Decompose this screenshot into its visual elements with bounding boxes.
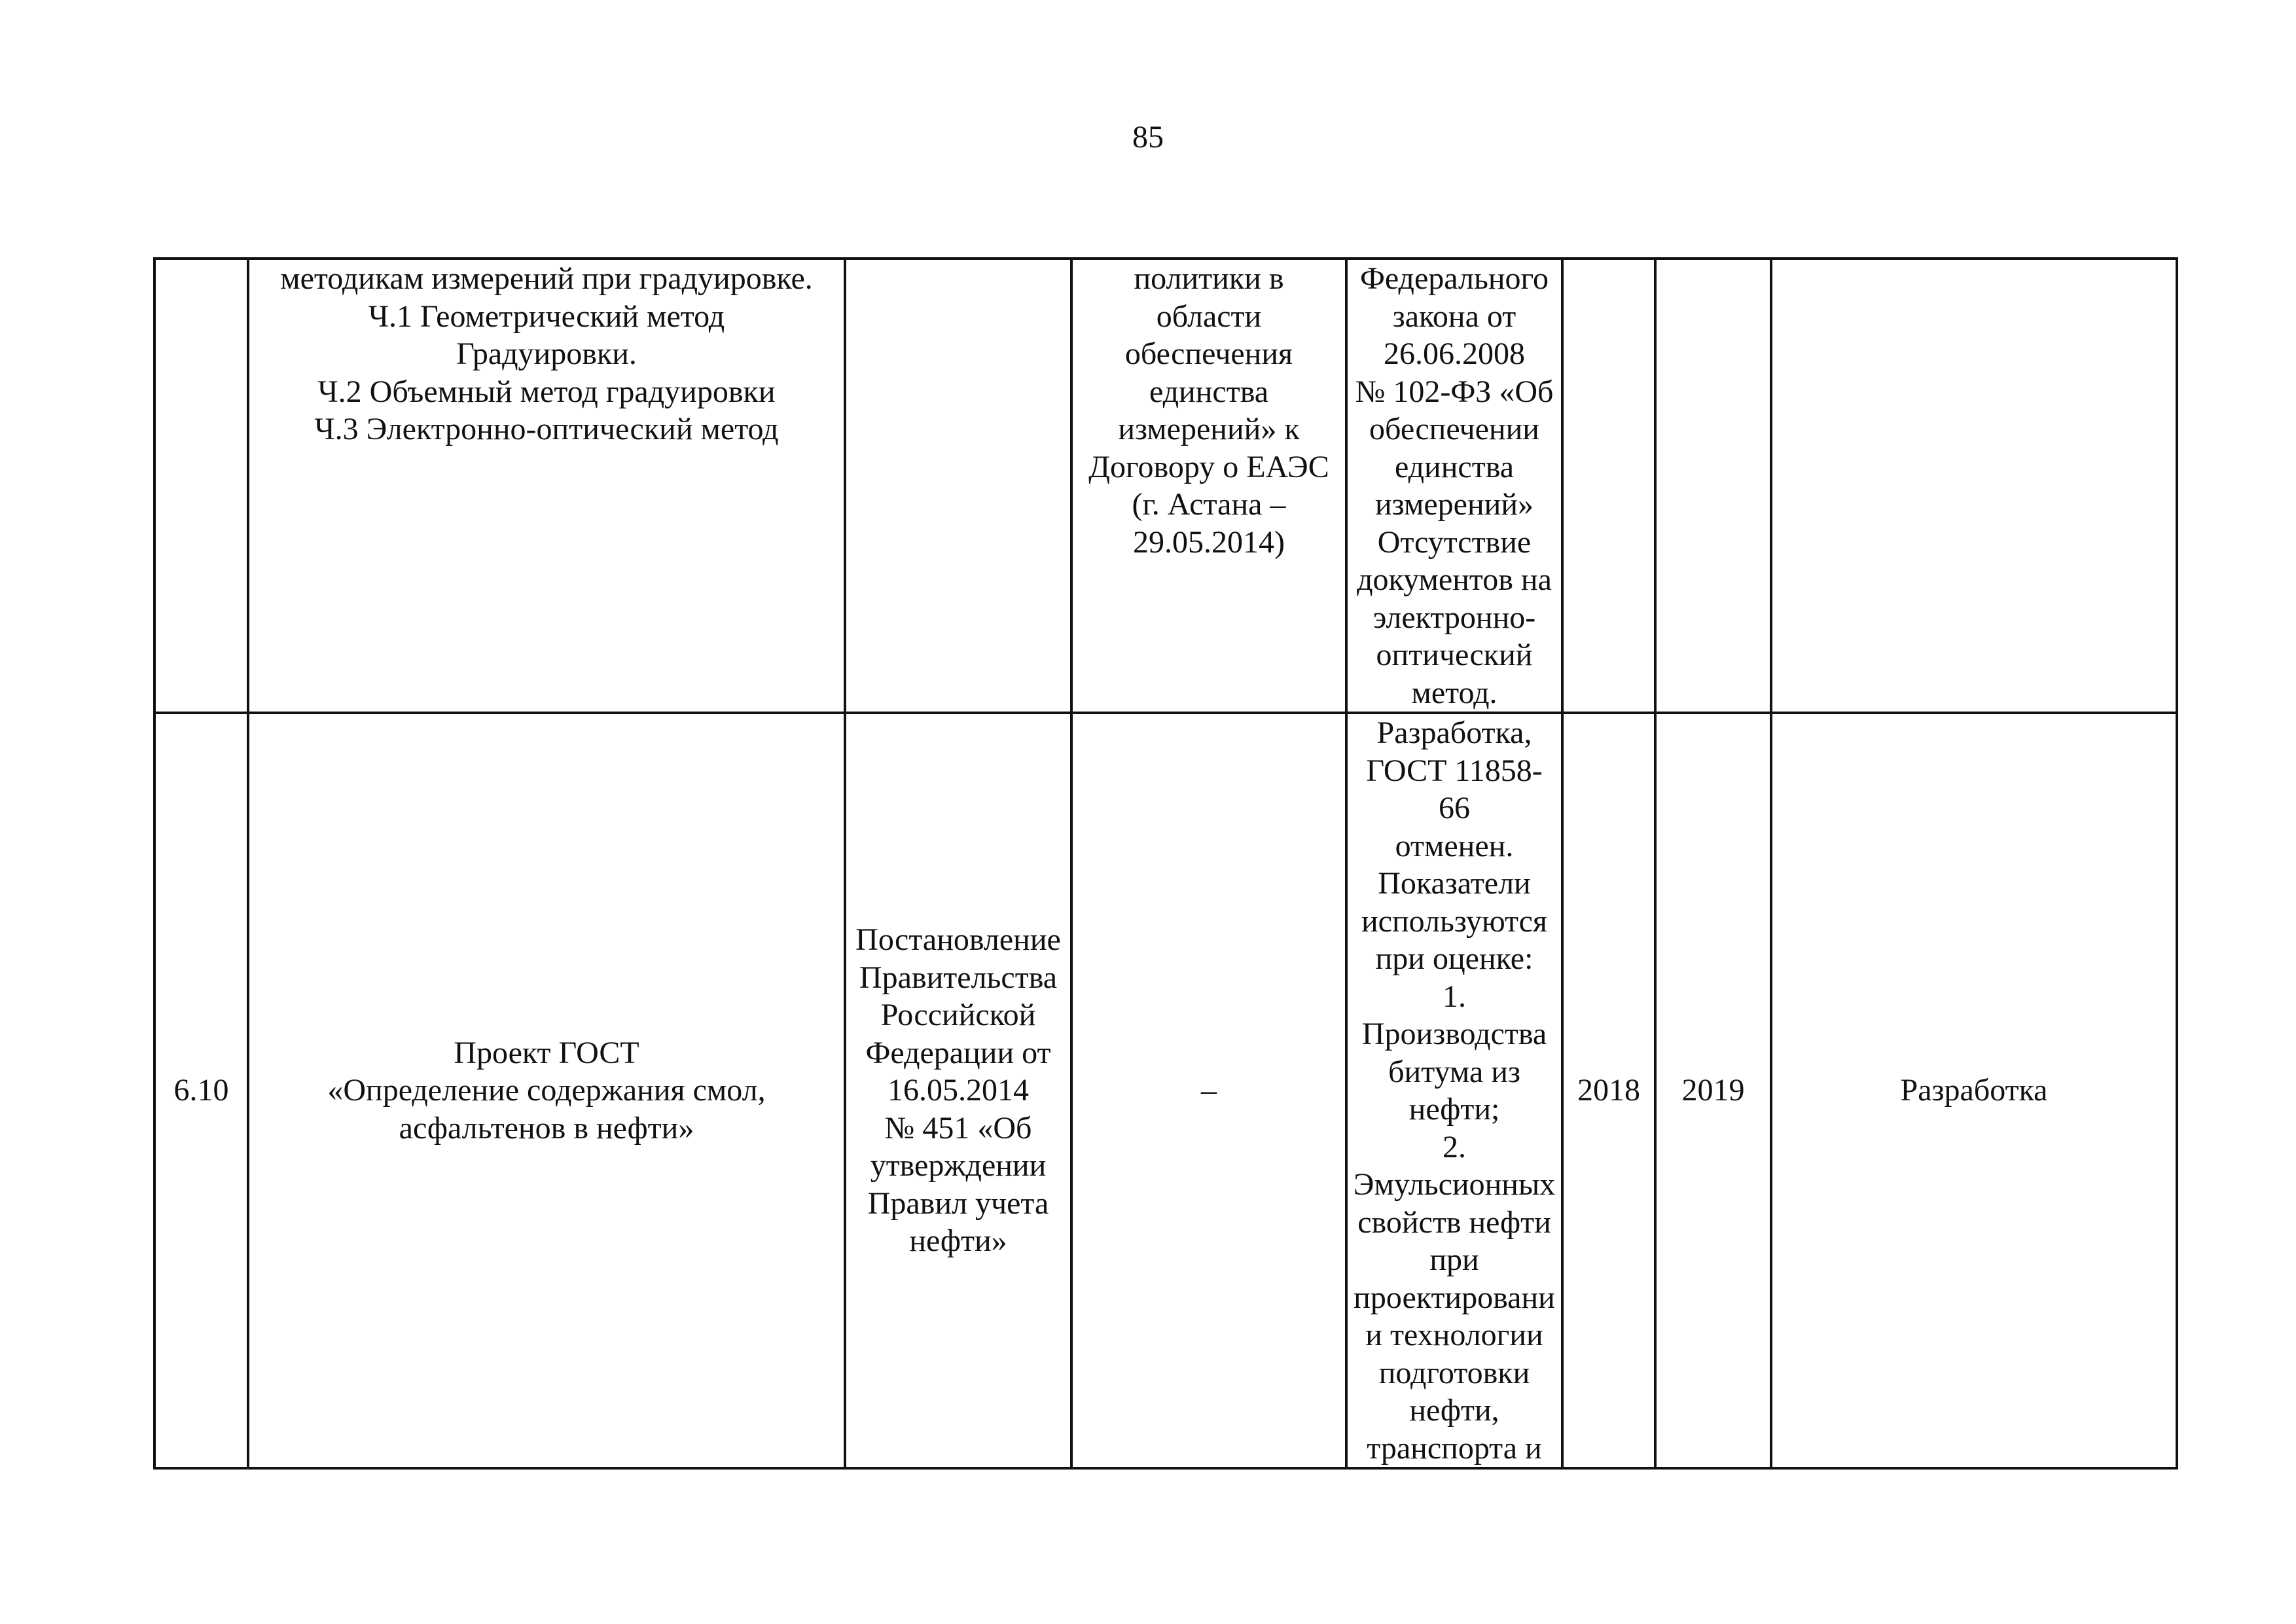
remarks-line: проектировани bbox=[1354, 1280, 1555, 1315]
basis-rf-cell bbox=[845, 259, 1071, 713]
basis-rf-line: Российской bbox=[880, 998, 1036, 1033]
basis-eaeu-line: обеспечения bbox=[1124, 336, 1293, 371]
basis-rf-line: 16.05.2014 bbox=[888, 1073, 1029, 1108]
basis-rf-line: № 451 «Об bbox=[884, 1110, 1032, 1146]
row-number-cell bbox=[154, 259, 248, 713]
remarks-line: 66 bbox=[1439, 791, 1470, 825]
remarks-line: при оценке: bbox=[1375, 941, 1534, 976]
remarks-line: свойств нефти bbox=[1357, 1204, 1551, 1240]
basis-rf-line: Правил учета bbox=[867, 1185, 1049, 1221]
stage: Разработка bbox=[1900, 1073, 2048, 1108]
remarks-line: подготовки bbox=[1378, 1355, 1530, 1390]
remarks-line: единства bbox=[1394, 449, 1515, 484]
remarks-line: Эмульсионных bbox=[1353, 1167, 1556, 1202]
remarks-line: Отсутствие bbox=[1377, 524, 1532, 560]
basis-rf-line: Постановление bbox=[855, 922, 1061, 958]
remarks-line: транспорта и bbox=[1367, 1430, 1542, 1466]
start-year-cell bbox=[1562, 259, 1655, 713]
remarks-line: № 102-ФЗ «Об bbox=[1355, 374, 1554, 409]
remarks-line: измерений» bbox=[1374, 487, 1534, 522]
remarks-line: оптический bbox=[1376, 638, 1533, 672]
remarks-line: 26.06.2008 bbox=[1384, 336, 1525, 371]
remarks-line: электронно- bbox=[1372, 600, 1536, 635]
end-year: 2019 bbox=[1681, 1073, 1745, 1108]
basis-eaeu-line: области bbox=[1156, 298, 1262, 334]
end-year-cell bbox=[1655, 713, 1771, 1468]
end-year-cell bbox=[1655, 259, 1771, 713]
page-number: 85 bbox=[1132, 120, 1164, 154]
basis-eaeu-line: Договору о ЕАЭС bbox=[1088, 449, 1329, 484]
document-name-cell bbox=[248, 713, 845, 1468]
name-line: Ч.1 Геометрический метод bbox=[368, 298, 725, 334]
name-line: методикам измерений при градуировке. bbox=[280, 261, 813, 296]
basis-rf-line: Федерации от bbox=[865, 1035, 1051, 1070]
row-number-cell bbox=[154, 713, 248, 1468]
remarks-cell bbox=[1346, 713, 1562, 1468]
start-year: 2018 bbox=[1577, 1073, 1640, 1108]
remarks-line: метод. bbox=[1411, 675, 1498, 710]
remarks-line: нефти, bbox=[1409, 1393, 1499, 1428]
table-row bbox=[154, 713, 2177, 1468]
basis-rf-line: Правительства bbox=[859, 960, 1058, 995]
remarks-line: Производства bbox=[1361, 1017, 1547, 1051]
remarks-line: обеспечении bbox=[1369, 412, 1539, 446]
table-row bbox=[154, 259, 2177, 713]
name-line: Градуировки. bbox=[456, 336, 637, 371]
basis-eaeu-cell bbox=[1071, 713, 1346, 1468]
remarks-line: Разработка, bbox=[1376, 715, 1532, 750]
remarks-line: закона от bbox=[1392, 298, 1516, 334]
basis-eaeu-cell bbox=[1071, 259, 1346, 713]
remarks-line: при bbox=[1429, 1242, 1479, 1277]
stage-cell bbox=[1771, 713, 2177, 1468]
remarks-line: и технологии bbox=[1365, 1318, 1543, 1352]
basis-eaeu-line: единства bbox=[1149, 374, 1269, 409]
remarks-line: документов на bbox=[1357, 562, 1552, 597]
basis-rf-line: утверждении bbox=[870, 1148, 1047, 1183]
basis-rf-cell bbox=[845, 713, 1071, 1468]
remarks-line: Федерального bbox=[1359, 261, 1549, 296]
basis-eaeu-line: политики в bbox=[1134, 261, 1284, 296]
basis-rf-line: нефти» bbox=[909, 1223, 1007, 1259]
name-line: Ч.2 Объемный метод градуировки bbox=[317, 374, 776, 409]
document-name-cell bbox=[248, 259, 845, 713]
standards-table bbox=[153, 257, 2178, 1470]
remarks-line: 2. bbox=[1443, 1129, 1466, 1164]
basis-eaeu-dash: – bbox=[1201, 1073, 1217, 1108]
name-line: Проект ГОСТ bbox=[454, 1035, 639, 1070]
remarks-line: ГОСТ 11858- bbox=[1366, 753, 1543, 788]
remarks-line: 1. bbox=[1443, 979, 1466, 1014]
remarks-line: Показатели bbox=[1378, 866, 1531, 901]
remarks-line: используются bbox=[1361, 903, 1547, 939]
remarks-cell bbox=[1346, 259, 1562, 713]
basis-eaeu-line: измерений» к bbox=[1118, 412, 1300, 446]
basis-eaeu-line: (г. Астана – bbox=[1132, 487, 1286, 522]
row-number: 6.10 bbox=[173, 1073, 229, 1108]
remarks-line: отменен. bbox=[1395, 828, 1514, 863]
start-year-cell bbox=[1562, 713, 1655, 1468]
name-line: Ч.3 Электронно-оптический метод bbox=[314, 412, 779, 446]
remarks-line: нефти; bbox=[1408, 1092, 1500, 1127]
name-line: асфальтенов в нефти» bbox=[399, 1110, 694, 1146]
name-line: «Определение содержания смол, bbox=[327, 1073, 766, 1108]
basis-eaeu-line: 29.05.2014) bbox=[1133, 524, 1285, 560]
remarks-line: битума из bbox=[1388, 1054, 1520, 1089]
stage-cell bbox=[1771, 259, 2177, 713]
